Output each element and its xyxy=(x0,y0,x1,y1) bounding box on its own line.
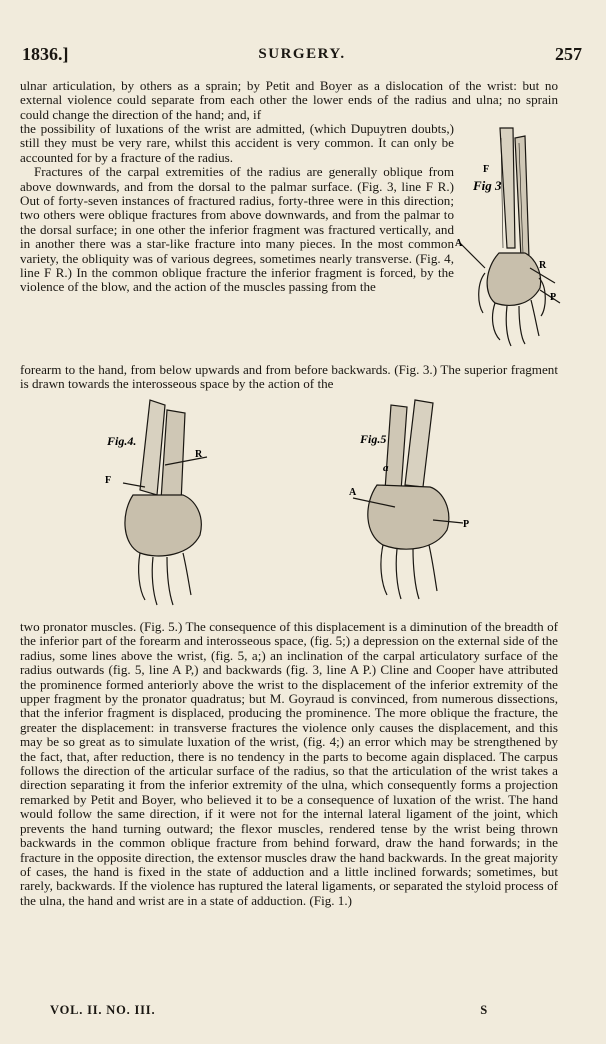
figure-4-letter-r: R xyxy=(195,449,203,460)
paragraph: two pronator muscles. (Fig. 5.) The consequence of this displacement is a diminution of the breadth of the inferior part of the forearm and interosseous space, (fig. 5;) a depression on the external side of the radius, some lines above the wrist, (fig. 5, a;) an inclination of the carpal articulatory surface of the radius outwards (fig. 5, line A P,) and backwards (fig. 3, line A P.) Cline and Cooper have attributed the prominence formed anteriorly above the wrist to the displacement of the inferior extremity of the upper fragment by the pronator quadratus; but M. Goyraud is convinced, from numerous dissections, that the inferior fragment is displaced, producing the prominence. The more oblique the fracture, the greater the displacement: in transverse fractures the violence only causes the displacement, and this may be so great as to simulate luxation of the wrist, (fig. 4;) an error which may be strengthened by the fact, that, after reduction, there is no tendency in the parts to become again displaced. The carpus follows the direction of the articular surface of the radius, so that the articulation of the wrist takes a direction separating it from the inferior extremity of the ulna, which consequently forms a projection remarked by Petit and Boyer, who believed it to be a consequence of luxation of the wrist. The hand would follow the same direction, if it were not for the internal lateral ligament of the joint, which prevents the hand turning outward; the flexor muscles, rendered tense by the wrist being thrown backwards in the common oblique fracture from behind forward, draw the hand forwards; in the fracture in the opposite direction, the extensor muscles draw the hand backwards. In the great majority of cases, the hand is fixed in the state of adduction and a little inclined forwards; sometimes, but rarely, backwards. If the violence has ruptured the lateral ligaments, or separated the styloid process of the ulna, the hand and wrist are in a state of adduction. (Fig. 1.) xyxy=(20,619,558,908)
paragraph: the possibility of luxations of the wrist are admitted, (which Dupuytren doubts,) still they must be very rare, whilst this accident is very common. It can only be accounted for by a fracture of the radius. xyxy=(20,121,454,165)
figures-4-5-illustration xyxy=(95,395,485,613)
figure-4-label: Fig.4. xyxy=(107,434,137,448)
volume-line: VOL. II. NO. III. xyxy=(50,1003,156,1017)
paragraph: forearm to the hand, from below upwards and from before backwards. (Fig. 3.) The superior fragment is drawn towards the interosseous space by the action of the xyxy=(20,362,558,392)
page-number: 257 xyxy=(555,44,582,64)
figure-3-letter-p: P xyxy=(550,292,557,303)
figure-5-letter-a-small: a xyxy=(383,462,389,474)
running-header xyxy=(22,44,582,68)
figure-3-illustration xyxy=(455,118,570,378)
figure-3-label: Fig 3 xyxy=(473,178,502,193)
figure-3-letter-a: A xyxy=(455,238,463,249)
page-footer xyxy=(50,1003,488,1021)
page-year: 1836.] xyxy=(22,44,69,64)
paragraph: Fractures of the carpal extremities of the radius are generally oblique from above downwards, and from the dorsal to the palmar surface. (Fig. 3, line F R.) Out of forty-seven instances of fractured radius, forty-three were in this direction; two others were oblique fractures from above downwards, and from the palmar to the dorsal surface; in one other the inferior fragment was fractured vertically, and in another there was a star-like fracture into many pieces. In the most common variety, the obliquity was of various degrees, sometimes nearly transverse. (Fig. 4, line F R.) In the common oblique fracture the inferior fragment is forced, by the violence of the blow, and the action of the muscles passing from the xyxy=(20,164,454,295)
running-title: SURGERY. xyxy=(258,46,346,62)
text-block-bottom xyxy=(20,620,558,908)
figure-3-letter-f: F xyxy=(483,164,490,175)
paragraph: ulnar articulation, by others as a sprain; by Petit and Boyer as a dislocation of the wrist: but no external violence could separate from each other the lower ends of the radius and ulna; no sprain could change the direction of the hand; and, if xyxy=(20,78,558,122)
figure-3-letter-r: R xyxy=(539,260,547,271)
figure-5-letter-p: P xyxy=(463,519,470,530)
figure-5-label: Fig.5 xyxy=(360,432,387,446)
signature-mark: S xyxy=(480,1003,488,1017)
text-block-beside-fig3 xyxy=(20,122,454,295)
figure-5-letter-a: A xyxy=(349,487,357,498)
figure-4-letter-f: F xyxy=(105,475,112,486)
text-block-top xyxy=(20,79,558,122)
